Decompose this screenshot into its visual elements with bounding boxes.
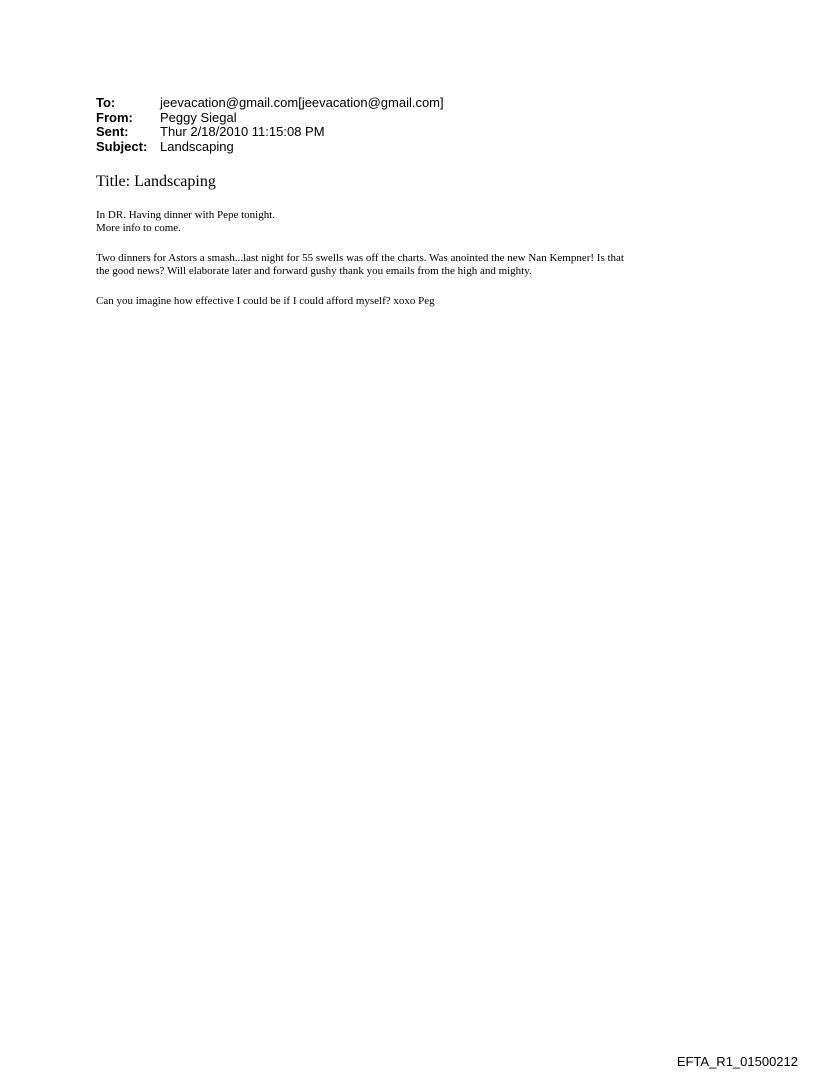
document-title: Title: Landscaping: [96, 173, 216, 190]
subject-row: [96, 140, 444, 155]
sent-row: [96, 125, 444, 140]
to-value: jeevacation@gmail.com[jeevacation@gmail.com]: [160, 95, 444, 110]
body-line: Can you imagine how effective I could be if I could afford myself? xoxo Peg: [96, 295, 435, 307]
from-label: From:: [96, 109, 133, 125]
subject-label: Subject:: [96, 138, 148, 154]
sent-value: Thur 2/18/2010 11:15:08 PM: [160, 124, 325, 139]
to-label: To:: [96, 95, 116, 110]
from-value: Peggy Siegal: [160, 109, 237, 125]
body-paragraph-1: [96, 209, 736, 234]
subject-value: Landscaping: [160, 138, 234, 154]
from-row: [96, 111, 444, 126]
body-paragraph-3: [96, 295, 736, 308]
body-line: the good news? Will elaborate later and forward gushy thank you emails from the high and mighty.: [96, 264, 532, 277]
body-paragraph-2: [96, 252, 736, 277]
sent-label: Sent:: [96, 124, 129, 139]
body-line: More info to come.: [96, 221, 181, 234]
body-line: Two dinners for Astors a smash...last night for 55 swells was off the charts. Was anointed the new Nan Kempner! Is that: [96, 252, 624, 264]
document-id-footer: EFTA_R1_01500212: [676, 1054, 798, 1069]
to-row: [96, 96, 444, 111]
email-header: [96, 96, 444, 154]
body-line: In DR. Having dinner with Pepe tonight.: [96, 209, 276, 221]
